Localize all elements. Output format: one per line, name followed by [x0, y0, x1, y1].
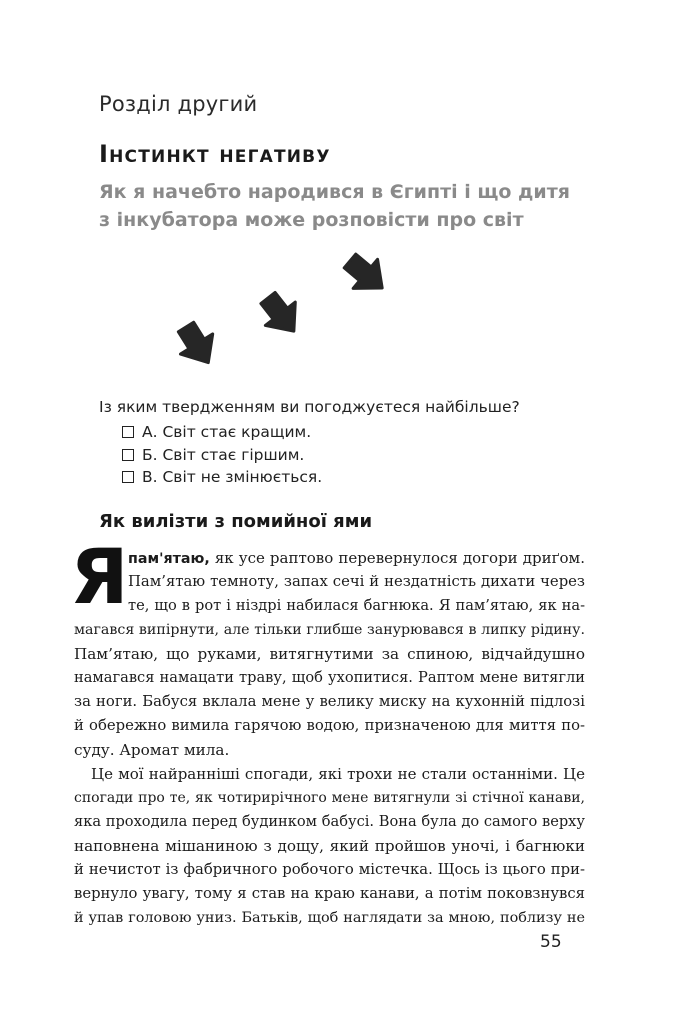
body-line: магався випірнути, але тільки глибше занурювався в липку рідину. [74, 622, 585, 638]
body-line: й упав головою униз. Батьків, щоб наглядати за мною, поблизу не [74, 910, 585, 926]
body-line: Це мої найранніші спогади, які трохи не стали останніми. Це [91, 765, 585, 783]
body-line-text: як усе раптово перевернулося догори дриґом. [209, 549, 585, 567]
body-line: Пам’ятаю темноту, запах сечі й нездатність дихати через [128, 573, 585, 590]
quiz-option-label: А. Світ стає кращим. [142, 423, 312, 441]
body-line: й обережно вимила гарячою водою, призначеною для миття по- [74, 717, 585, 734]
body-line: спогади про те, як чотирирічного мене витягнули зі стічної канави, [74, 790, 585, 806]
quiz-options [122, 421, 322, 489]
chapter-subtitle-line: Як я начебто народився в Єгипті і що дитя [99, 181, 570, 203]
body-line: за ноги. Бабуся вклала мене у велику миску на кухонній підлозі [74, 693, 585, 710]
drop-cap: Я [70, 532, 129, 621]
chapter-subtitle-line: з інкубатора може розповісти про світ [99, 209, 524, 231]
checkbox-icon [122, 471, 134, 483]
quiz-option-label: В. Світ не змінюється. [142, 468, 323, 486]
arrow-down-right-icon [170, 317, 224, 373]
quiz-option [122, 466, 322, 489]
quiz-option-label: Б. Світ стає гіршим. [142, 445, 305, 464]
body-line: наповнена мішаниною з дощу, який пройшов уночі, і багнюки [74, 837, 585, 855]
body-line [128, 546, 585, 570]
quiz-question: Із яким твердженням ви погоджуєтеся найбільше? [99, 398, 520, 416]
body-line: намагався намацати траву, щоб ухопитися. Раптом мене витягли [74, 669, 585, 686]
body-line: те, що в рот і ніздрі набилася багнюка. Я пам’ятаю, як на- [128, 597, 585, 614]
arrow-down-right-icon [253, 286, 309, 342]
page-number: 55 [540, 932, 562, 952]
checkbox-icon [122, 449, 134, 461]
section-heading: Як вилізти з помийної ями [99, 511, 373, 532]
chapter-label: Розділ другий [99, 92, 258, 116]
checkbox-icon [122, 426, 134, 438]
body-line: суду. Аромат мила. [74, 741, 230, 759]
body-line: вернуло увагу, тому я став на краю канави, а потім поковзнувся [74, 885, 585, 902]
arrows-illustration [0, 0, 682, 400]
lead-word: пам'ятаю, [128, 551, 210, 567]
chapter-title: Інстинкт негативу [99, 140, 331, 168]
body-line: Пам’ятаю, що руками, витягнутими за спиною, відчайдушно [74, 645, 585, 663]
quiz-option [122, 421, 322, 444]
body-line: яка проходила перед будинком бабусі. Вона була до самого верху [74, 813, 585, 830]
arrow-down-right-icon [338, 246, 395, 302]
quiz-option [122, 444, 322, 467]
body-line: й нечистот із фабричного робочого містечка. Щось із цього при- [74, 861, 585, 878]
